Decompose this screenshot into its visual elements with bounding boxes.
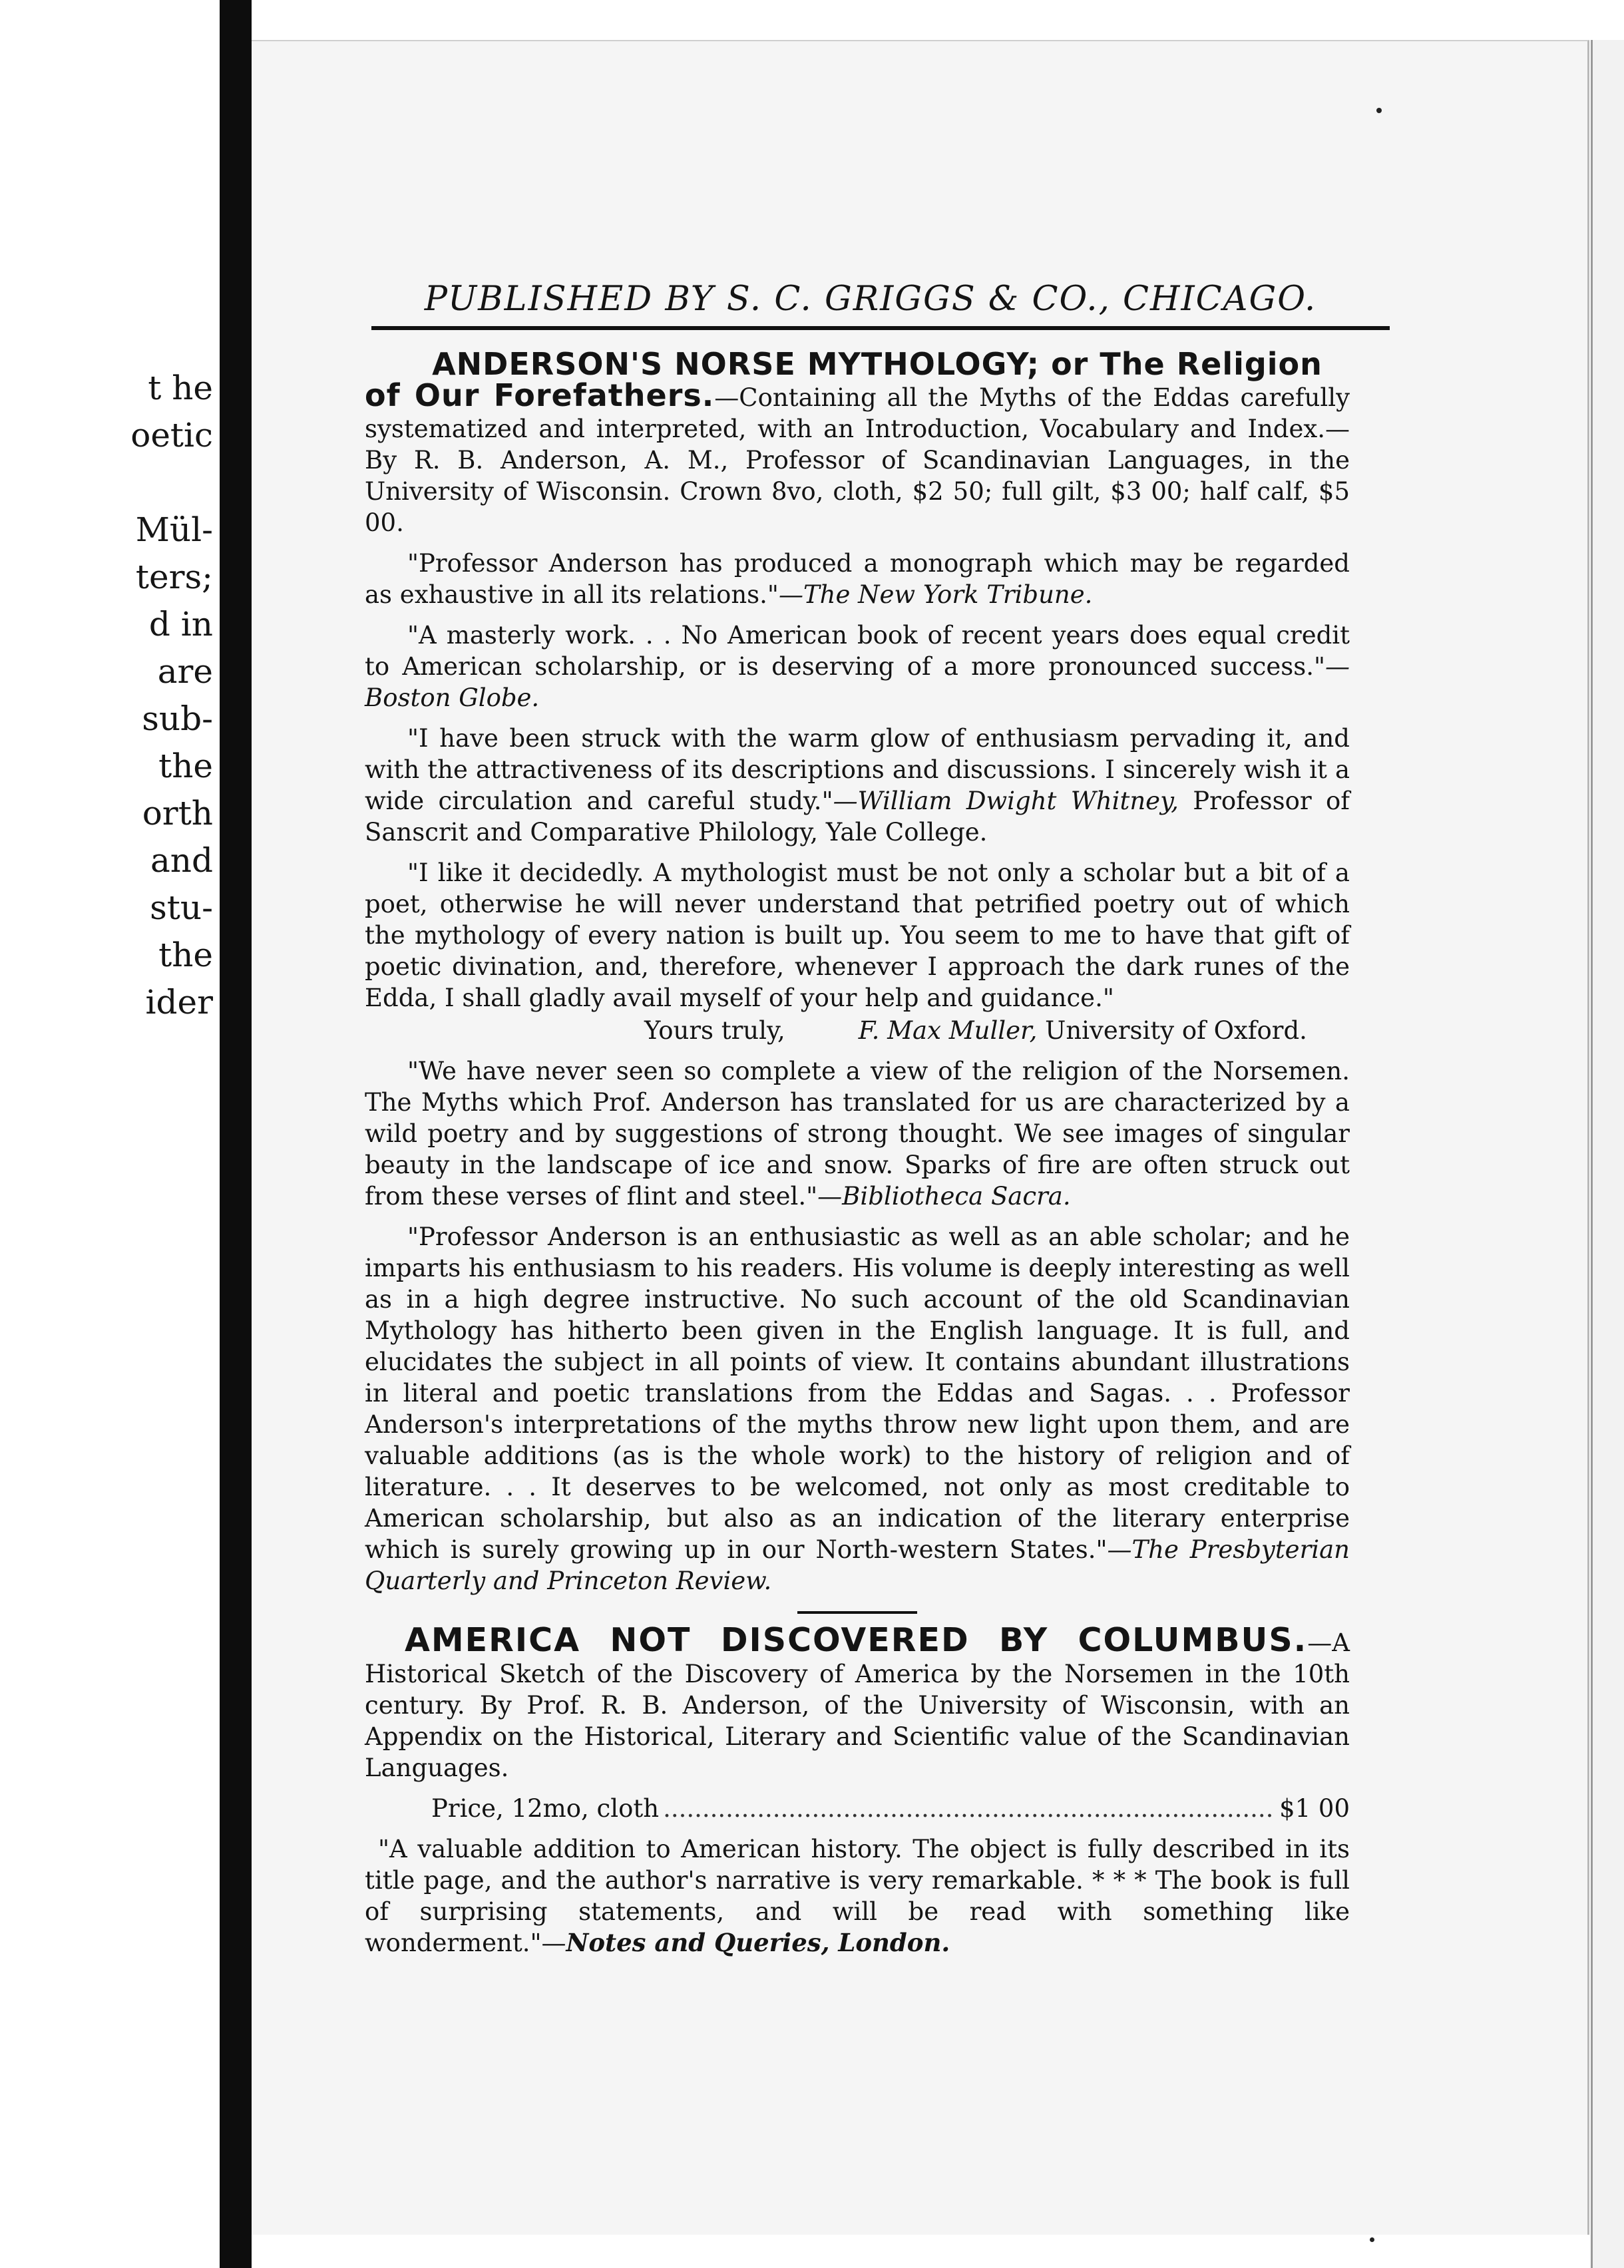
- review-quote: [365, 620, 1350, 713]
- quote-text: "I have been struck with the warm glow of enthusiasm pervading it, and with the attractiveness of its descriptions and discussions. I sincerely wish it a wide circulation and careful study.": [365, 724, 1350, 815]
- quote-text: "Professor Anderson is an enthusiastic as well as an able scholar; and he imparts his enthusiasm to his readers. His volume is deeply interesting as well as in a high degree instructive. No such account of the old Scandinavian Mythology has hitherto been given in the English language. It is full, and elucidates the subject in all points of view. It contains abundant illustrations in literal and poetic translations from the Eddas and Sagas. . . Professor Anderson's interpretations of the myths throw new light upon them, and are valuable additions (as is the whole work) to the history of religion and of literature. . . It deserves to be welcomed, not only as most creditable to American scholarship, but also as an indication of the literary enterprise which is surely growing up in our North-western States.": [365, 1223, 1350, 1564]
- publisher-header: PUBLISHED BY S. C. GRIGGS & CO., CHICAGO.: [424, 280, 1317, 319]
- signature-name: F. Max Muller,: [858, 1016, 1038, 1045]
- ink-speck: [1370, 2237, 1374, 2242]
- america-description: —A Historical Sketch of the Discovery of America by the Norsemen in the 10th century. By Prof. R. B. Anderson, of the University of Wisconsin, with an Appendix on the Historical, Literary and Scientific value of the Scandinavian Languages.: [365, 1628, 1350, 1782]
- book-gutter-shadow: [220, 0, 252, 2268]
- signature-affiliation: University of Oxford.: [1037, 1016, 1307, 1045]
- left-fragment: ters;: [135, 558, 213, 596]
- left-fragment: oetic: [130, 416, 213, 455]
- norse-mythology-title: ANDERSON'S NORSE MYTHOLOGY; or The Religion: [432, 346, 1322, 382]
- price-label: Price, 12mo, cloth: [431, 1794, 660, 1823]
- page-content: [365, 280, 1350, 1959]
- header-rule: [371, 326, 1390, 330]
- left-fragment: ider: [145, 983, 213, 1022]
- quote-source: Notes and Queries, London.: [566, 1928, 950, 1957]
- price-line: [365, 1793, 1350, 1824]
- left-fragment: [0, 459, 220, 506]
- quote-text: "A valuable addition to American history. The object is fully described in its title page, and the author's narrative is very remarkable. * * * The book is full of surprising statements, and will be read with something like wonderment."—: [365, 1835, 1350, 1957]
- page-stack-edge: [1591, 40, 1624, 2268]
- left-fragment: sub-: [142, 699, 213, 738]
- quote-text: "Professor Anderson has produced a monograph which may be regarded as exhaustive in all its relations.": [365, 549, 1350, 609]
- review-quote: [365, 1833, 1350, 1959]
- norse-mythology-subtitle: of Our Forefathers.: [365, 377, 715, 413]
- price-value: $1 00: [1279, 1794, 1350, 1823]
- left-fragment: d in: [148, 605, 213, 644]
- left-fragment: t he: [148, 369, 213, 407]
- quote-text: "I like it decidedly. A mythologist must be not only a scholar but a bit of a poet, otherwise he will never understand that petrified poetry out of which the mythology of every nation is built up. You seem to me to have that gift of poetic divination, and, therefore, whenever I approach the dark runes of the Edda, I shall gladly avail myself of your help and guidance.": [365, 858, 1350, 1012]
- america-title: AMERICA NOT DISCOVERED BY COLUMBUS.: [405, 1621, 1308, 1659]
- price-leader-dots: [663, 1793, 1275, 1824]
- quote-affiliation: Professor of Sanscrit and Comparative Philology, Yale College.: [365, 787, 1350, 847]
- left-fragment: orth: [142, 794, 213, 833]
- ink-speck: [1376, 108, 1382, 113]
- review-quote: [365, 548, 1350, 610]
- review-quote: [365, 1055, 1350, 1212]
- section-divider: [797, 1611, 917, 1614]
- quote-source: —Bibliotheca Sacra.: [817, 1182, 1071, 1211]
- left-fragment: are: [157, 652, 213, 691]
- norse-mythology-description: —Containing all the Myths of the Eddas carefully systematized and interpreted, with an Introduction, Vocabulary and Index.—By R. B. Anderson, A. M., Professor of Scandinavian Languages, in the University of Wisconsin. Crown 8vo, cloth, $2 50; full gilt, $3 00; half calf, $5 00.: [365, 383, 1350, 537]
- quote-signature: [365, 1015, 1350, 1046]
- quote-text: "A masterly work. . . No American book of recent years does equal credit to American scholarship, or is deserving of a more pronounced success.": [365, 621, 1350, 681]
- left-fragment: and: [150, 841, 213, 880]
- left-fragment: the: [158, 747, 213, 785]
- left-fragment: the: [158, 936, 213, 974]
- quote-source: —The New York Tribune.: [778, 580, 1093, 609]
- review-quote: [365, 1221, 1350, 1597]
- left-fragment: Mül-: [135, 510, 213, 549]
- review-quote: [365, 723, 1350, 848]
- quote-source: —William Dwight Whitney,: [833, 787, 1179, 815]
- left-facing-page: [0, 0, 220, 2268]
- america-entry: [365, 1621, 1350, 1784]
- left-page-text-fragments: [0, 365, 220, 1026]
- review-quote: [365, 857, 1350, 1014]
- signature-closing: Yours truly,: [644, 1016, 785, 1045]
- quote-source: —Boston Globe.: [365, 652, 1350, 712]
- quote-source: —The Presbyterian Quarterly and Princeton Review.: [365, 1535, 1350, 1595]
- quote-text: "We have never seen so complete a view of the religion of the Norsemen. The Myths which Prof. Anderson has translated for us are characterized by a wild poetry and by suggestions of strong thought. We see images of singular beauty in the landscape of ice and snow. Sparks of fire are often struck out from these verses of flint and steel.": [365, 1057, 1350, 1211]
- left-fragment: stu-: [150, 888, 213, 927]
- norse-mythology-entry: [365, 346, 1350, 538]
